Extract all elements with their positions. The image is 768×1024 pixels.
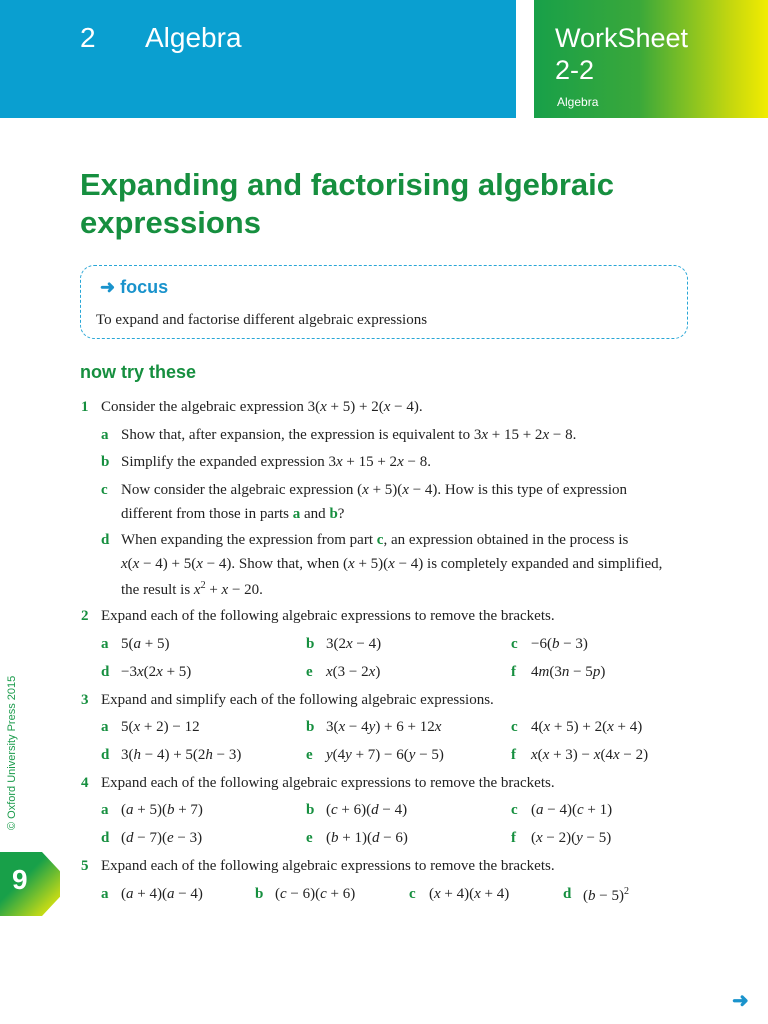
question-number: 4 — [81, 775, 89, 791]
part-label: d — [101, 747, 110, 763]
question-number: 5 — [81, 858, 89, 874]
chapter-number: 2 — [80, 22, 96, 53]
part-text: (x − 2)(y − 5) — [531, 830, 612, 846]
section-heading: now try these — [80, 362, 197, 382]
question-number: 3 — [81, 692, 89, 708]
part-label: b — [101, 454, 110, 470]
part-text: the result is $x^2 + x - 20$. — [121, 580, 263, 598]
chapter-title: Algebra — [145, 22, 242, 53]
part-text: (c − 6)(c + 6) — [275, 886, 356, 902]
part-text: x(3 − 2x) — [326, 664, 381, 680]
question-number: 1 — [81, 399, 89, 415]
part-label: a — [101, 636, 109, 652]
part-text: (x + 4)(x + 4) — [429, 886, 510, 902]
part-text: −3x(2x + 5) — [121, 664, 192, 680]
header-bar — [0, 0, 516, 118]
part-text: 5(a + 5) — [121, 636, 170, 652]
part-label: b — [306, 802, 315, 818]
part-text: (c + 6)(d − 4) — [326, 802, 408, 818]
part-text: 3(2x − 4) — [326, 636, 382, 652]
part-label: b — [255, 886, 264, 902]
focus-text: To expand and factorise different algebraic expressions — [96, 312, 428, 328]
part-text: x(x − 4) + 5(x − 4). Show that, when (x + 5)(x − 4) is completely expanded and simplified, — [121, 556, 663, 572]
part-text: 3(x − 4y) + 6 + 12x — [326, 719, 442, 735]
part-text: 4m(3n − 5p) — [531, 664, 606, 680]
part-text: (a + 5)(b + 7) — [121, 802, 203, 818]
part-text: When expanding the expression from part c, an expression obtained in the process is — [121, 532, 629, 548]
part-text: 3(h − 4) + 5(2h − 3) — [121, 747, 242, 763]
part-label: c — [511, 802, 518, 818]
part-text: x(x + 3) − x(4x − 2) — [531, 747, 649, 763]
part-text: $(b - 5)^2$ — [583, 886, 629, 904]
part-label: a — [101, 802, 109, 818]
part-label: e — [306, 664, 313, 680]
part-text: Now consider the algebraic expression (x + 5)(x − 4). How is this type of expression — [121, 482, 627, 498]
question-text: Expand each of the following algebraic expressions to remove the brackets. — [101, 608, 555, 624]
part-text: 4(x + 5) + 2(x + 4) — [531, 719, 643, 735]
question-number: 2 — [81, 608, 89, 624]
part-label: d — [101, 830, 110, 846]
next-page-arrow-icon[interactable]: ➜ — [732, 990, 749, 1012]
part-label: b — [306, 636, 315, 652]
part-label: c — [511, 636, 518, 652]
part-label: d — [101, 664, 110, 680]
part-text: y(4y + 7) − 6(y − 5) — [326, 747, 444, 763]
question-text: Expand and simplify each of the following algebraic expressions. — [101, 692, 494, 708]
part-label: f — [511, 664, 516, 680]
page-title: Expanding and factorising algebraic expressions — [80, 167, 614, 240]
part-label: d — [563, 886, 572, 902]
part-text: (a + 4)(a − 4) — [121, 886, 203, 902]
part-label: f — [511, 747, 516, 763]
focus-label: ➜ focus — [100, 277, 169, 297]
part-label: f — [511, 830, 516, 846]
part-text: 5(x + 2) − 12 — [121, 719, 200, 735]
part-text: Simplify the expanded expression 3x + 15 + 2x − 8. — [121, 454, 431, 470]
part-label: c — [101, 482, 108, 498]
worksheet-subtitle: Algebra — [557, 95, 599, 109]
page-number: 9 — [12, 864, 28, 895]
worksheet-label: WorkSheet 2-2 — [555, 23, 689, 85]
part-text: −6(b − 3) — [531, 636, 588, 652]
part-label: a — [101, 886, 109, 902]
part-label: d — [101, 532, 110, 548]
part-label: c — [409, 886, 416, 902]
part-label: b — [306, 719, 315, 735]
part-text: different from those in parts a and b? — [121, 506, 345, 522]
part-label: c — [511, 719, 518, 735]
part-text: Show that, after expansion, the expression is equivalent to 3x + 15 + 2x − 8. — [121, 427, 577, 443]
copyright-notice: © Oxford University Press 2015 — [6, 675, 18, 830]
question-text: Consider the algebraic expression 3(x + 5) + 2(x − 4). — [101, 399, 423, 415]
part-text: (a − 4)(c + 1) — [531, 802, 613, 818]
part-label: a — [101, 427, 109, 443]
question-text: Expand each of the following algebraic expressions to remove the brackets. — [101, 775, 555, 791]
part-text: (d − 7)(e − 3) — [121, 830, 203, 846]
part-label: a — [101, 719, 109, 735]
question-text: Expand each of the following algebraic expressions to remove the brackets. — [101, 858, 555, 874]
part-label: e — [306, 747, 313, 763]
page-badge — [0, 852, 60, 916]
part-label: e — [306, 830, 313, 846]
part-text: (b + 1)(d − 6) — [326, 830, 408, 846]
